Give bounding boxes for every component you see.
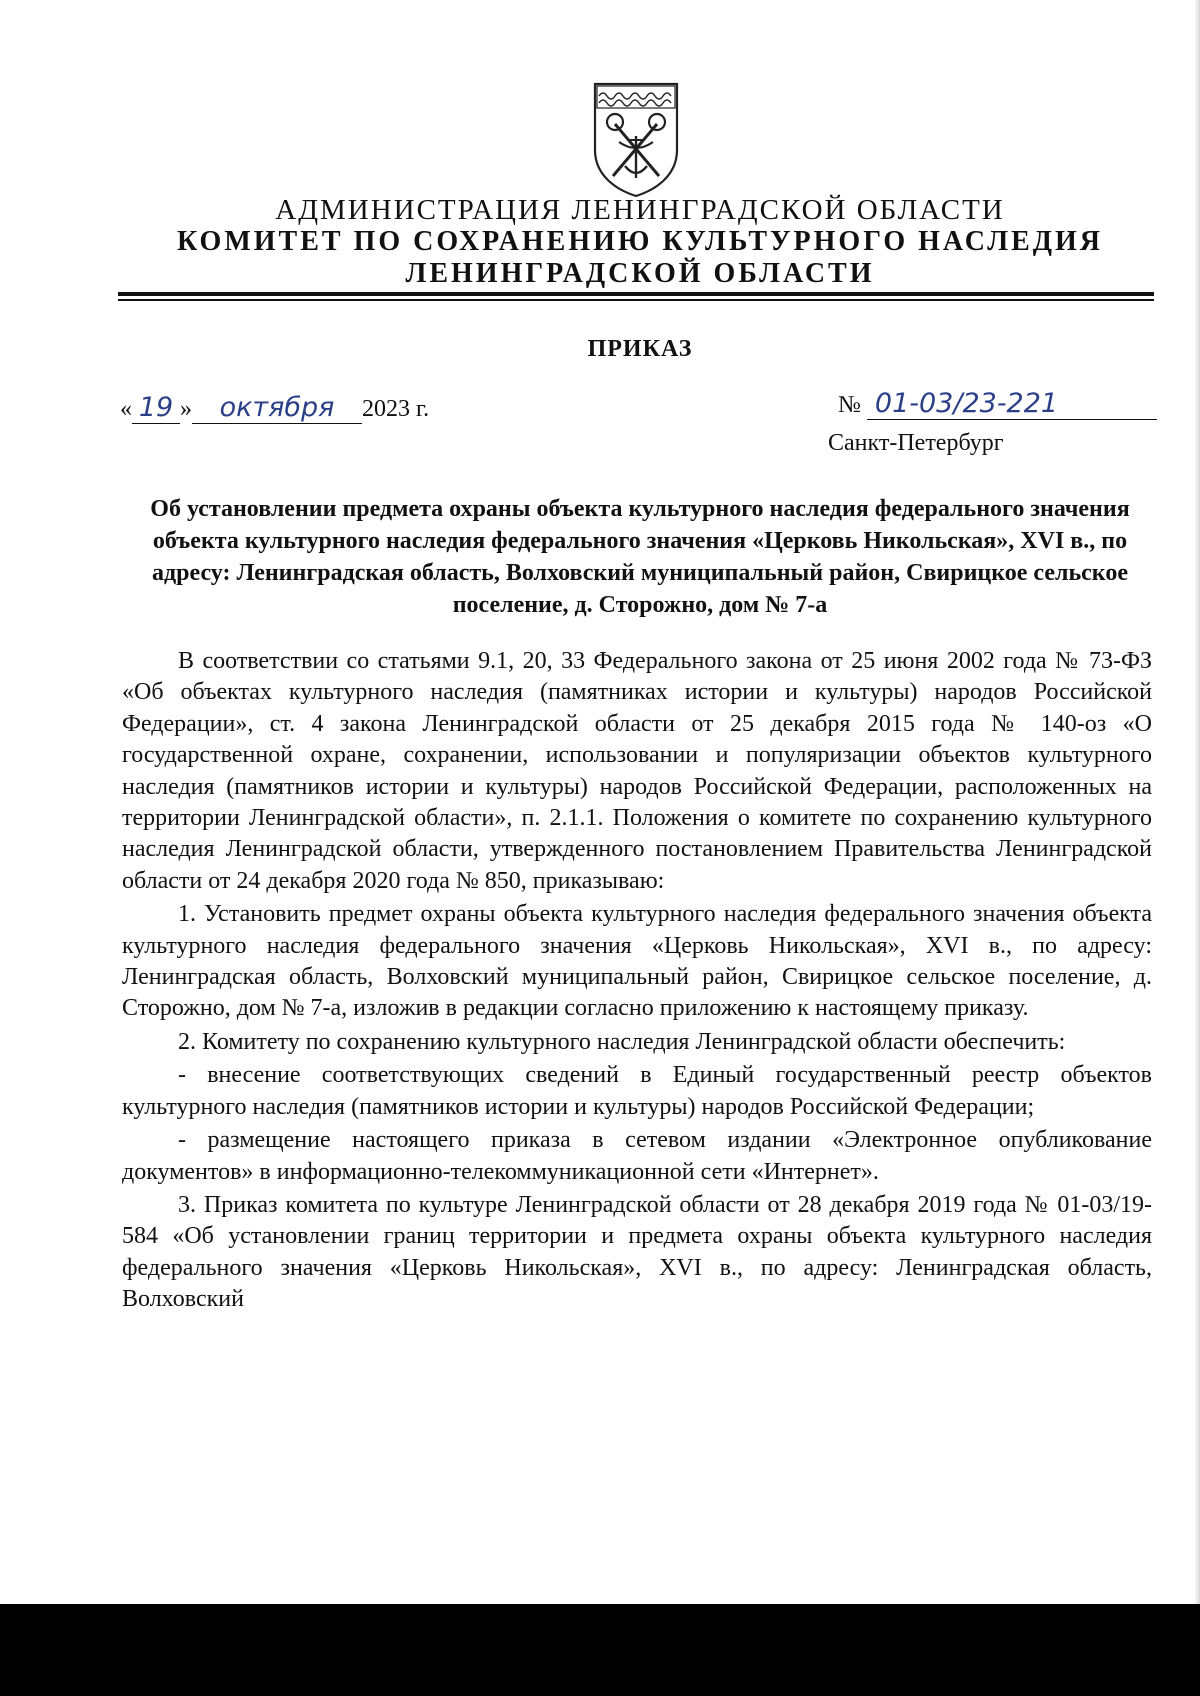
header-divider-thick	[118, 292, 1154, 296]
header-divider-thin	[118, 299, 1154, 301]
date-day: 19	[138, 392, 174, 423]
region-heading: ЛЕНИНГРАДСКОЙ ОБЛАСТИ	[405, 258, 875, 289]
scan-edge-right	[1194, 0, 1200, 1604]
number-value: 01-03/23-221	[874, 388, 1059, 419]
order-date	[120, 392, 429, 424]
order-number	[838, 388, 1157, 420]
date-month: октября	[219, 392, 335, 423]
order-body	[122, 646, 1152, 1316]
paragraph-item-2-registry: - внесение соответствующих сведений в Единый государственный реестр объектов культурного наследия (памятников истории и культуры) народов Российской Федерации;	[122, 1062, 1152, 1120]
administration-heading: АДМИНИСТРАЦИЯ ЛЕНИНГРАДСКОЙ ОБЛАСТИ	[275, 194, 1005, 226]
order-subject: Об установлении предмета охраны объекта культурного наследия федерального значения объекта культурного наследия федерального значения «Церковь Никольская», XVI в., по адресу: Ленинградская область, Волховский муниципальный район, Свирицкое сельское поселение, д. Сторожно, дом № 7-а	[150, 496, 1130, 618]
order-title: ПРИКАЗ	[587, 336, 693, 362]
committee-heading: КОМИТЕТ ПО СОХРАНЕНИЮ КУЛЬТУРНОГО НАСЛЕДИЯ	[176, 226, 1104, 257]
paragraph-item-1: 1. Установить предмет охраны объекта культурного наследия федерального значения объекта культурного наследия федерального значения «Церковь Никольская», XVI в., по адресу: Ленинградская область, Волховский муниципальный район, Свирицкое сельское поселение, д. Сторожно, дом № 7-а, изложив в редакции согласно приложению к настоящему приказу.	[122, 901, 1152, 1022]
date-month-field	[192, 392, 362, 424]
city-name: Санкт-Петербург	[828, 430, 1004, 456]
coat-of-arms-icon	[589, 80, 683, 198]
number-field	[867, 388, 1157, 420]
paragraph-item-2: 2. Комитету по сохранению культурного наследия Ленинградской области обеспечить:	[178, 1028, 1066, 1055]
date-day-field	[132, 392, 180, 424]
number-prefix: №	[838, 392, 861, 418]
scan-edge-bottom	[0, 1604, 1200, 1696]
paragraph-item-3: 3. Приказ комитета по культуре Ленинградской области от 28 декабря 2019 года № 01-03/19-584 «Об установлении границ территории и предмета охраны объекта культурного наследия федерального значения «Церковь Никольская», XVI в., по адресу: Ленинградская область, Волховский	[122, 1191, 1152, 1313]
date-year: 2023 г.	[362, 396, 430, 422]
date-close-quote: »	[180, 396, 192, 422]
paragraph-item-2-publication: - размещение настоящего приказа в сетевом издании «Электронное опубликование документов» в информационно-телекоммуникационной сети «Интернет».	[122, 1127, 1152, 1185]
paragraph-preamble: В соответствии со статьями 9.1, 20, 33 Федерального закона от 25 июня 2002 года № 73-ФЗ «Об объектах культурного наследия (памятниках истории и культуры) народов Российской Федерации», ст. 4 закона Ленинградской области от 25 декабря 2015 года № 140-оз «О государственной охране, сохранении, использовании и популяризации объектов культурного наследия (памятников истории и культуры) народов Российской Федерации, расположенных на территории Ленинградской области», п. 2.1.1. Положения о комитете по сохранению культурного наследия Ленинградской области, утвержденного постановлением Правительства Ленинградской области от 24 декабря 2020 года № 850, приказываю:	[122, 648, 1152, 894]
date-open-quote: «	[120, 396, 132, 422]
